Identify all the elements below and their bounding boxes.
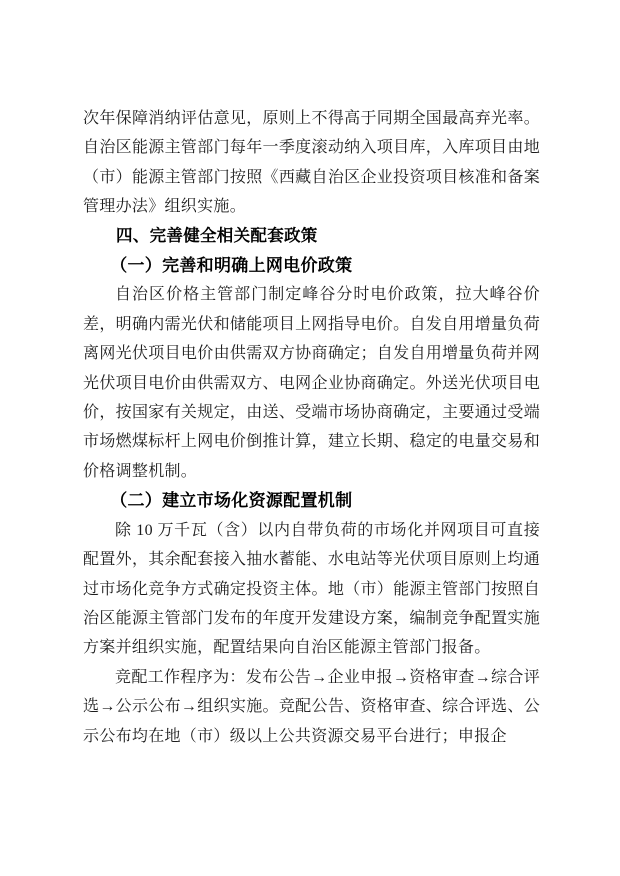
paragraph-bidding-procedure: 竞配工作程序为：发布公告→企业申报→资格审查→综合评选→公示公布→组织实施。竞配公告、资格审查、综合评选、公示公布均在地（市）级以上公共资源交易平台进行；申报企: [83, 668, 540, 745]
paragraph-pricing-policy: 自治区价格主管部门制定峰谷分时电价政策，拉大峰谷价差，明确内需光伏和储能项目上网指导电价。自发自用增量负荷离网光伏项目电价由供需双方协商确定；自发自用增量负荷并网光伏项目电价由供需双方、电网企业协商确定。外送光伏项目电价，按国家有关规定，由送、受端市场协商确定，主要通过受端市场燃煤标杆上网电价倒推计算，建立长期、稳定的电量交易和价格调整机制。: [83, 286, 540, 480]
subsection-heading-2: （二）建立市场化资源配置机制: [110, 491, 353, 511]
section-heading: 四、完善健全相关配套政策: [116, 226, 318, 245]
document-content: [83, 104, 540, 751]
paragraph-resource-allocation: 除 10 万千瓦（含）以内自带负荷的市场化并网项目可直接配置外，其余配套接入抽水蓄能、水电站等光伏项目原则上均通过市场化竞争方式确定投资主体。地（市）能源主管部门按照自治区能源主管部门发布的年度开发建设方案，编制竞争配置实施方案并组织实施，配置结果向自治区能源主管部门报备。: [83, 521, 540, 657]
subsection-heading-1: （一）完善和明确上网电价政策: [110, 256, 353, 276]
paragraph-continuation: 次年保障消纳评估意见，原则上不得高于同期全国最高弃光率。自治区能源主管部门每年一季度滚动纳入项目库，入库项目由地（市）能源主管部门按照《西藏自治区企业投资项目核准和备案管理办法》组织实施。: [83, 110, 540, 216]
